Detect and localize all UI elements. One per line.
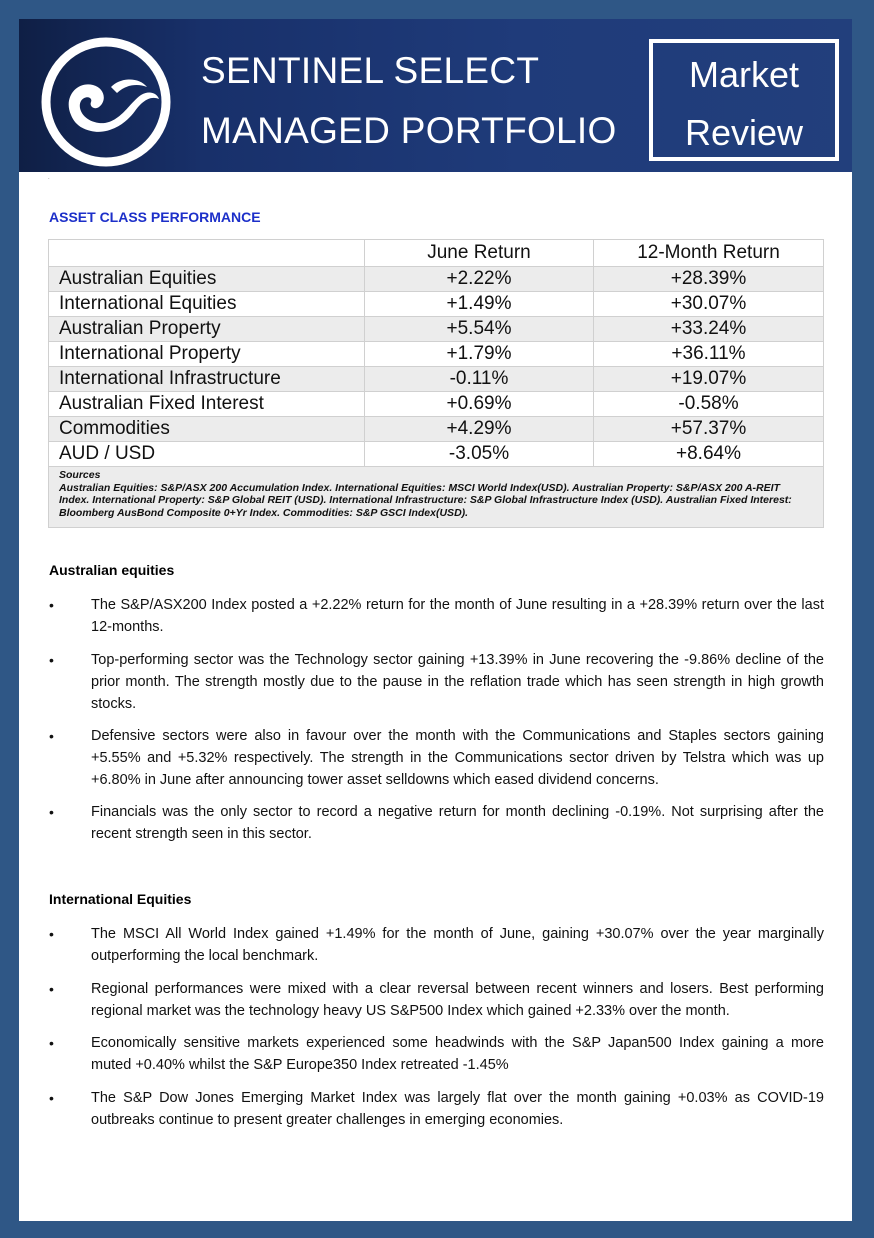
bullet-icon: •	[49, 1090, 54, 1106]
bullet-icon: •	[49, 926, 54, 942]
australian-equities-heading: Australian equities	[49, 562, 175, 578]
sources-row	[49, 467, 824, 528]
june-return: +4.29%	[365, 417, 594, 442]
year-return: -0.58%	[594, 392, 824, 417]
table-row	[49, 292, 824, 317]
year-return: +19.07%	[594, 367, 824, 392]
bullet-text: Regional performances were mixed with a clear reversal between recent winners and losers. Best performing regional market was the technology heavy US S&P500 Index which gained +2.33% over the month.	[91, 981, 824, 1019]
table-row	[49, 367, 824, 392]
table-row	[49, 317, 824, 342]
table-row	[49, 342, 824, 367]
asset-name: AUD / USD	[49, 442, 365, 467]
year-return: +36.11%	[594, 342, 824, 367]
asset-name: International Infrastructure	[49, 367, 365, 392]
asset-performance-table	[48, 239, 824, 528]
year-return: +28.39%	[594, 267, 824, 292]
sources-heading: Sources	[59, 469, 101, 481]
international-equities-heading: International Equities	[49, 891, 192, 907]
table-header-12month: 12-Month Return	[594, 240, 824, 267]
asset-name: Australian Equities	[49, 267, 365, 292]
bullet-text: The S&P/ASX200 Index posted a +2.22% return for the month of June resulting in a +28.39% return over the last 12-months.	[91, 597, 824, 635]
bullet-text: Economically sensitive markets experienced some headwinds with the S&P Japan500 Index gaining a more muted +0.40% whilst the S&P Europe350 Index retreated -1.45%	[91, 1035, 824, 1073]
bullet-icon: •	[49, 804, 54, 820]
year-return: +8.64%	[594, 442, 824, 467]
table-row	[49, 417, 824, 442]
june-return: -3.05%	[365, 442, 594, 467]
title-line-2: MANAGED PORTFOLIO	[201, 110, 617, 151]
asset-name: International Property	[49, 342, 365, 367]
table-header-june: June Return	[365, 240, 594, 267]
bullet-text: Financials was the only sector to record a negative return for month declining -0.19%. Not surprising after the recent strength seen in this sector.	[91, 804, 824, 842]
year-return: +33.24%	[594, 317, 824, 342]
badge-line-1: Market	[688, 54, 800, 95]
asset-name: International Equities	[49, 292, 365, 317]
table-header-row	[49, 240, 824, 267]
sources-text: Australian Equities: S&P/ASX 200 Accumulation Index. International Equities: MSCI World Index(USD). Australian Property: S&P/ASX 200 A-REIT Index. International Property: S&P Global REIT (USD). International Infrastructure: S&P Global Infrastructure Index (USD). Australian Fixed Interest: Bloomberg AusBond Composite 0+Yr Index. Commodities: S&P GSCI Index(USD).	[59, 481, 792, 519]
bullet-icon: •	[49, 652, 54, 668]
bullet-text: The S&P Dow Jones Emerging Market Index was largely flat over the month gaining +0.03% as COVID-19 outbreaks continue to present greater challenges in emerging economies.	[91, 1090, 824, 1128]
section-title: ASSET CLASS PERFORMANCE	[49, 209, 261, 225]
june-return: +0.69%	[365, 392, 594, 417]
decorative-dot: .	[48, 175, 50, 181]
june-return: +1.79%	[365, 342, 594, 367]
year-return: +30.07%	[594, 292, 824, 317]
market-review-badge	[649, 39, 839, 161]
sources-cell	[49, 467, 824, 528]
bullet-text: The MSCI All World Index gained +1.49% for the month of June, gaining +30.07% over the year marginally outperforming the local benchmark.	[91, 926, 824, 964]
asset-name: Australian Property	[49, 317, 365, 342]
bullet-text: Top-performing sector was the Technology sector gaining +13.39% in June recovering the -9.86% decline of the prior month. The strength mostly due to the pause in the reflation trade which has seen strength in high growth stocks.	[91, 652, 824, 712]
title-line-1: SENTINEL SELECT	[201, 50, 540, 91]
bullet-icon: •	[49, 597, 54, 613]
june-return: +5.54%	[365, 317, 594, 342]
bullet-icon: •	[49, 981, 54, 997]
table-row	[49, 267, 824, 292]
header-banner	[19, 19, 852, 172]
sentinel-logo-icon	[41, 37, 171, 167]
asset-name: Commodities	[49, 417, 365, 442]
table-header-blank	[49, 240, 365, 267]
badge-line-2: Review	[684, 112, 804, 153]
table-row	[49, 442, 824, 467]
june-return: -0.11%	[365, 367, 594, 392]
bullet-text: Defensive sectors were also in favour over the month with the Communications and Staples sectors gaining +5.55% and +5.32% respectively. The strength in the Communications sector driven by Telstra which was up +6.80% in June after announcing tower asset selldowns which eased dividend concerns.	[91, 728, 824, 788]
bullet-icon: •	[49, 1035, 54, 1051]
asset-name: Australian Fixed Interest	[49, 392, 365, 417]
bullet-icon: •	[49, 728, 54, 744]
june-return: +1.49%	[365, 292, 594, 317]
june-return: +2.22%	[365, 267, 594, 292]
year-return: +57.37%	[594, 417, 824, 442]
table-row	[49, 392, 824, 417]
